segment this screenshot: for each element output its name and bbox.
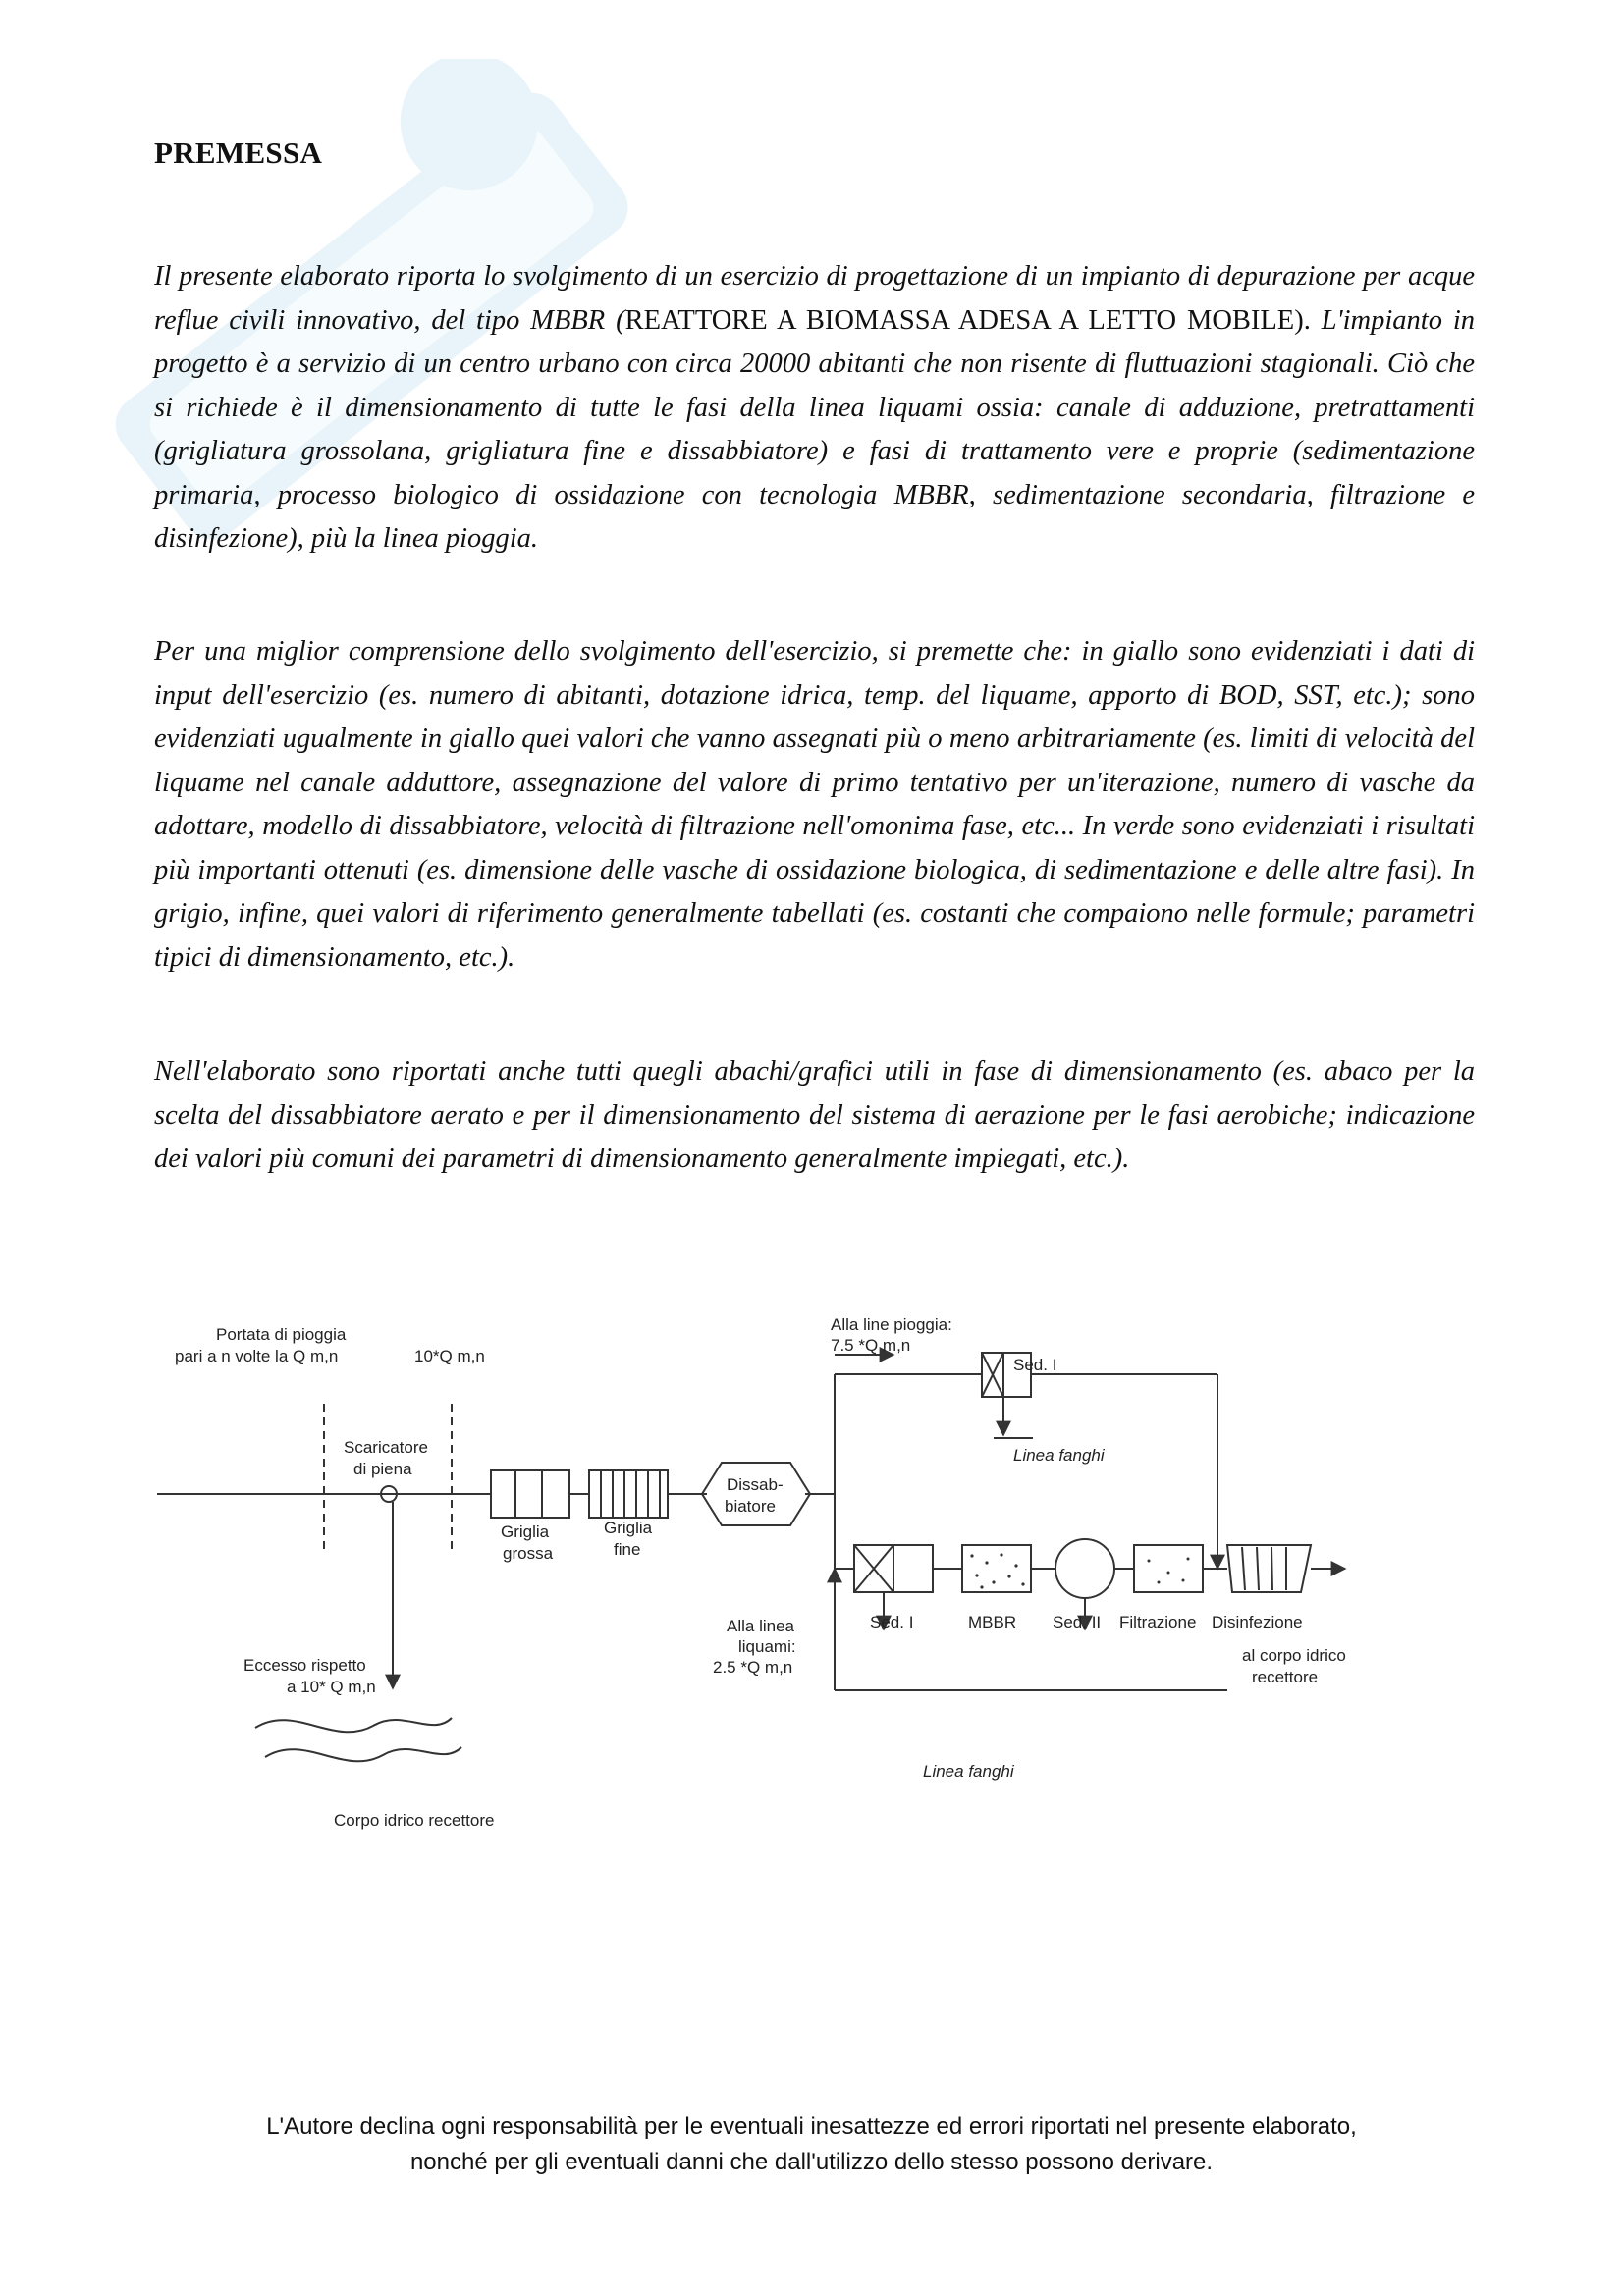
label-alla-linea-3: 2.5 *Q m,n xyxy=(713,1658,793,1677)
label-alla-linea-1: Alla linea xyxy=(727,1617,794,1635)
label-linea-pioggia-1: Alla line pioggia: xyxy=(831,1315,952,1334)
page-title: PREMESSA xyxy=(154,135,323,170)
label-griglia-grossa-1: Griglia xyxy=(501,1522,550,1541)
label-sed2: Sed. II xyxy=(1053,1613,1102,1631)
label-linea-fanghi-top: Linea fanghi xyxy=(1013,1446,1105,1465)
label-10q: 10*Q m,n xyxy=(414,1347,485,1365)
label-eccesso-1: Eccesso rispetto xyxy=(243,1656,366,1675)
plant-flow-diagram xyxy=(157,1315,1355,1865)
label-griglia-fine-1: Griglia xyxy=(604,1519,653,1537)
label-scaricatore-1: Scaricatore xyxy=(344,1438,428,1457)
label-corpo-idrico-1: al corpo idrico xyxy=(1242,1646,1346,1665)
label-dissab-1: Dissab- xyxy=(727,1475,784,1494)
label-eccesso-2: a 10* Q m,n xyxy=(287,1678,376,1696)
label-filtrazione: Filtrazione xyxy=(1119,1613,1197,1631)
label-scaricatore-2: di piena xyxy=(353,1460,412,1478)
label-sed1: Sed. I xyxy=(870,1613,914,1631)
label-linea-fanghi-bottom: Linea fanghi xyxy=(923,1762,1014,1781)
intro-text-a: Il presente elaborato riporta lo svolgimento di un esercizio di progettazione di un impianto di depurazione per acque reflue civili innovativo, del tipo MBBR ( xyxy=(154,261,1475,336)
label-griglia-fine-2: fine xyxy=(614,1540,641,1559)
color-legend-paragraph: Per una miglior comprensione dello svolgimento dell'esercizio, si premette che: in giallo sono evidenziati i dati di input dell'esercizio (es. numero di abitanti, dotazione idrica, temp. del liquame, apporto di BOD, SST, etc.); sono evidenziati ugualmente in giallo quei valori che vanno assegnati più o meno arbitrariamente (es. limiti di velocità del liquame nel canale adduttore, assegnazione del valore di primo tentativo per un'iterazione, numero di vasche da adottare, modello di dissabbiatore, velocità di filtrazione nell'omonima fase, etc... In verde sono evidenziati i risultati più importanti ottenuti (es. dimensione delle vasche di ossidazione biologica, di sedimentazione e delle altre fasi). In grigio, infine, quei valori di riferimento generalmente tabellati (es. costanti che compaiono nelle formule; parametri tipici di dimensionamento, etc.). xyxy=(154,636,1475,973)
intro-text-c: L'impianto in progetto è a servizio di un centro urbano con circa 20000 abitanti che non risente di fluttuazioni stagionali. Ciò che si richiede è il dimensionamento di tutte le fasi della linea liquami ossia: canale di adduzione, pretrattamenti (grigliatura grossolana, grigliatura fine e dissabbiatore) e fasi di trattamento vere e proprie (sedimentazione primaria, processo biologico di ossidazione con tecnologia MBBR, sedimentazione secondaria, filtrazione e disinfezione), più la linea pioggia. xyxy=(154,304,1476,554)
label-alla-linea-2: liquami: xyxy=(738,1637,796,1656)
abachi-paragraph: Nell'elaborato sono riportati anche tutti quegli abachi/grafici utili in fase di dimensionamento (es. abaco per la scelta del dissabbiatore aerato e per il dimensionamento del sistema di aerazione per le fasi aerobiche; indicazione dei valori più comuni dei parametri di dimensionamento generalmente impiegati, etc.). xyxy=(154,1056,1475,1174)
footer-disclaimer-line1: L'Autore declina ogni responsabilità per le eventuali inesattezze ed errori riportati nel presente elaborato, xyxy=(266,2113,1357,2140)
intro-text-b: REATTORE A BIOMASSA ADESA A LETTO MOBILE). xyxy=(624,304,1311,336)
footer-disclaimer-line2: nonché per gli eventuali danni che dall'utilizzo dello stesso possono derivare. xyxy=(409,2149,1214,2175)
label-griglia-grossa-2: grossa xyxy=(503,1544,554,1563)
label-dissab-2: biatore xyxy=(725,1497,776,1516)
label-portata-2: pari a n volte la Q m,n xyxy=(175,1347,339,1365)
label-sed-top: Sed. I xyxy=(1013,1356,1057,1374)
label-disinfezione: Disinfezione xyxy=(1212,1613,1303,1631)
label-linea-pioggia-2: 7.5 *Q m,n xyxy=(831,1336,911,1355)
intro-paragraph xyxy=(154,255,1475,561)
label-corpo-recettore: Corpo idrico recettore xyxy=(334,1811,495,1830)
label-corpo-idrico-2: recettore xyxy=(1252,1668,1319,1686)
label-mbbr: MBBR xyxy=(968,1613,1017,1631)
label-portata-1: Portata di pioggia xyxy=(216,1325,347,1344)
